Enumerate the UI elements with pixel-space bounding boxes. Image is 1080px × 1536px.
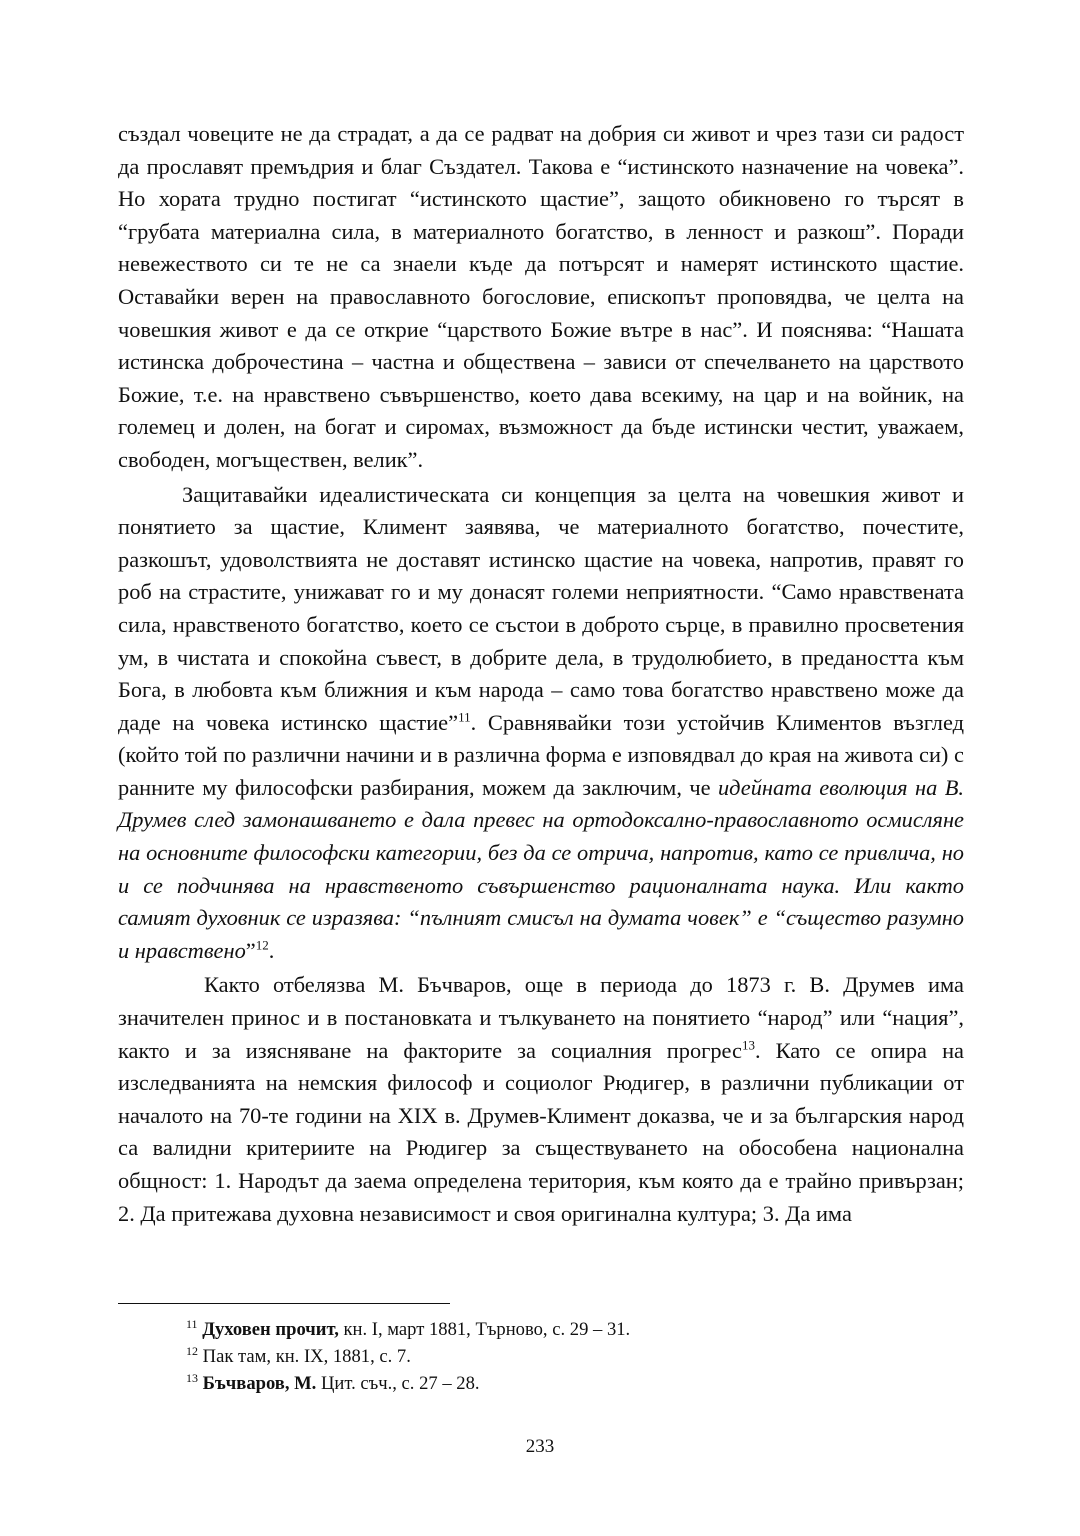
footnote-ref-13[interactable]: 13: [741, 1037, 755, 1053]
footnote-ref-12[interactable]: 12: [255, 937, 269, 953]
footnote-number: 13: [186, 1370, 198, 1385]
paragraph-1-text: създал човеците не да страдат, а да се радват на добрия си живот и чрез тази си радост да прославят премъдрия и благ Създател. Такова е “истинското назначение на човека”. Но хората трудно постигат “истинското щастие”, защото обикновено го търсят в “грубата материална сила, в материалното богатство, в ленност и разкош”. Поради невежеството си те не са знаели къде да потърсят и намерят истинското щастие. Оставайки верен на православното богословие, епископът проповядва, че целта на човешкия живот е да се открие “царството Божие вътре в нас”. И пояснява: “Нашата истинска доброчестина – частна и обществена – зависи от спечелването на царството Божие, т.е. на нравствено съвършенство, което дава всекиму, на цар и на войник, на големец и долен, на богат и сиромах, възможност да бъде истински честит, уважаем, свободен, могъществен, велик”.: [118, 121, 964, 472]
footnote-text: Пак там, кн. IX, 1881, с. 7.: [202, 1346, 411, 1367]
paragraph-3: [118, 969, 964, 1230]
footnote-ref-11[interactable]: 11: [458, 709, 471, 725]
paragraph-3-text-b: . Като се опира на изследванията на немския философ и социолог Рюдигер, в различни публикации от началото на 70-те години на XIX в. Друмев-Климент доказва, че и за българския народ са валидни критериите на Рюдигер за съществуването на обособена национална общност: 1. Народът да заема определена територия, към която да е трайно привързан; 2. Да притежава духовна независимост и своя оригинална култура; 3. Да има: [118, 1037, 964, 1226]
paragraph-2-text-b: . Сравнявайки този устойчив Климентов възглед (който той по различни начини и в различна форма е изповядвал до края на живота си) с ранните му философски разбирания, можем да заключим, че: [118, 709, 964, 800]
paragraph-2-text-a: Защитавайки идеалистическата си концепция за целта на човешкия живот и понятието за щастие, Климент заявява, че материалното богатство, почестите, разкошът, удоволствията не доставят истинско щастие на човека, напротив, правят го роб на страстите, унижават го и му донасят големи неприятности. “Само нравствената сила, нравственото богатство, което се състои в доброто сърце, в правилно просветения ум, в чистата и спокойна съвест, в добрите дела, в трудолюбието, в предаността към Бога, в любовта към ближния и към народа – само това богатство нравствено може да даде на човека истинско щастие”: [118, 481, 964, 735]
page-body: [118, 118, 964, 1230]
footnote-text: Цит. съч., с. 27 – 28.: [316, 1373, 480, 1394]
footnote-12: [186, 1343, 946, 1370]
footnote-number: 11: [186, 1316, 198, 1331]
footnote-11: [186, 1316, 946, 1343]
paragraph-3-text-a: Както отбелязва М. Бъчваров, още в периода до 1873 г. В. Друмев има значителен принос и в постановката и тълкуването на понятието “народ” или “нация”, както и за изясняване на факторите за социалния прогрес: [118, 972, 964, 1063]
footnote-bold: Духовен прочит,: [202, 1319, 339, 1340]
paragraph-1: [118, 118, 964, 477]
footnote-text: кн. I, март 1881, Търново, с. 29 – 31.: [338, 1319, 631, 1340]
footnotes: [186, 1316, 946, 1397]
paragraph-2-italic: идейната еволюция на В. Друмев след замонашването е дала превес на ортодоксално-православното осмисляне на основните философски категории, без да се отрича, напротив, като се привлича, но и се подчинява на нравственото съвършенство рационалната наука. Или както самият духовник се изразява: “пълният смисъл на думата човек” е “същество разумно и нравствено: [118, 774, 964, 963]
paragraph-2: [118, 479, 964, 968]
footnote-separator: [118, 1303, 450, 1304]
paragraph-2-close-quote: ”: [245, 937, 256, 963]
footnote-number: 12: [186, 1343, 198, 1358]
page-number: 233: [525, 1436, 555, 1457]
footnote-bold: Бъчваров, М.: [202, 1373, 317, 1394]
paragraph-2-end: .: [268, 937, 275, 963]
footnote-13: [186, 1370, 946, 1397]
